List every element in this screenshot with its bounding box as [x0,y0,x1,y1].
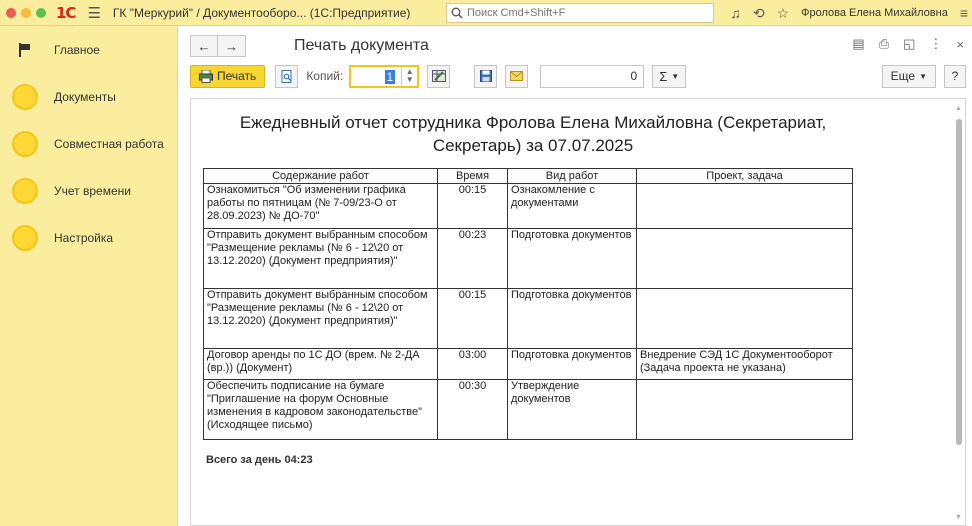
sidebar-item-collaboration[interactable] [0,120,177,167]
bell-icon[interactable]: ♫ [730,5,741,21]
column-header: Время [438,169,508,184]
table-row[interactable] [204,380,853,440]
sidebar-item-main[interactable] [0,26,177,73]
work-kind: Подготовка документов [508,289,637,349]
table-row[interactable] [204,184,853,229]
report-table [203,168,853,440]
app-logo: 1С [56,3,76,22]
preview-icon[interactable]: ◱ [903,36,916,51]
work-project [637,184,853,229]
work-kind: Ознакомление с документами [508,184,637,229]
floppy-icon [480,70,492,82]
work-content: Отправить документ выбранным способом "Размещение рекламы (№ 6 - 12\20 от 13.12.2020) (Документ предприятия)" [204,289,438,349]
work-kind: Подготовка документов [508,349,637,380]
printer-icon [199,70,213,83]
chevron-down-icon: ▼ [919,71,927,81]
window-controls [6,8,46,18]
sidebar-item-settings[interactable] [0,214,177,261]
sum-type-dropdown[interactable] [652,65,686,88]
global-search[interactable] [446,3,714,23]
work-content: Отправить документ выбранным способом "Размещение рекламы (№ 6 - 12\20 от 13.12.2020) (Документ предприятия)" [204,229,438,289]
printer-icon[interactable]: ⎙ [878,36,890,51]
edit-table-icon [432,70,446,82]
user-name[interactable]: Фролова Елена Михайловна [801,7,948,19]
copies-field[interactable] [349,65,419,88]
toolbar [190,64,966,88]
table-header-row [204,169,853,184]
column-header: Проект, задача [637,169,853,184]
column-header: Вид работ [508,169,637,184]
work-kind: Утверждение документов [508,380,637,440]
copies-value[interactable]: 1 [386,69,394,84]
sidebar-item-label: Документы [54,89,116,104]
work-content: Обеспечить подписание на бумаге "Приглашение на форум Основные изменения в кадровом законодательстве" (Исходящее письмо) [204,380,438,440]
table-row[interactable] [204,349,853,380]
page-title: Печать документа [294,37,429,54]
column-header: Содержание работ [204,169,438,184]
titlebar-actions [730,0,968,26]
table-row[interactable] [204,229,853,289]
scroll-up-icon[interactable]: ▲ [955,105,962,112]
sum-field[interactable]: 0 [540,65,644,88]
star-icon[interactable]: ☆ [776,4,790,21]
table-row[interactable] [204,289,853,349]
minimize-window-button[interactable] [21,8,31,18]
search-icon [451,7,463,19]
close-window-button[interactable] [6,8,16,18]
search-input[interactable] [467,7,687,19]
work-time: 00:30 [438,380,508,440]
help-button[interactable]: ? [944,65,966,88]
back-button[interactable]: ← [190,35,218,57]
maximize-window-button[interactable] [36,8,46,18]
sidebar-item-label: Учет времени [54,183,131,198]
report-title [203,111,863,157]
print-button[interactable] [190,65,265,88]
scrollbar-thumb[interactable] [956,119,962,445]
forward-button[interactable]: → [218,35,246,57]
work-project [637,289,853,349]
history-icon[interactable]: ⟲ [752,4,765,21]
app-title: ГК "Меркурий" / Документооборо... (1С:Предприятие) [112,5,411,20]
sidebar-item-label: Главное [54,42,100,57]
sidebar-item-documents[interactable] [0,73,177,120]
report-title-line2: Секретарь) за 07.07.2025 [432,136,634,155]
work-kind: Подготовка документов [508,229,637,289]
more-button[interactable] [882,65,936,88]
sidebar-item-time-tracking[interactable] [0,167,177,214]
main-panel [178,26,972,526]
work-time: 00:15 [438,289,508,349]
close-icon[interactable]: × [956,36,964,52]
work-project: Внедрение СЭД 1С Документооборот (Задача проекта не указана) [637,349,853,380]
stepper-up-icon[interactable]: ▲ [405,67,414,76]
print-label: Печать [217,69,257,83]
save-icon[interactable]: ▤ [852,36,865,51]
work-project [637,380,853,440]
menu-icon[interactable]: ☰ [87,4,101,22]
header-row [190,34,429,58]
envelope-icon [510,71,523,81]
sidebar [0,26,178,526]
edit-mode-button[interactable] [427,65,450,88]
sidebar-item-label: Настройка [54,230,114,245]
work-time: 03:00 [438,349,508,380]
work-content: Ознакомиться "Об изменении графика работы по пятницам (№ 7-09/23-О от 28.09.2023) № ДО-70" [204,184,438,229]
sigma-icon: Σ [659,68,668,84]
work-time: 00:23 [438,229,508,289]
copies-stepper[interactable] [401,67,417,86]
work-time: 00:15 [438,184,508,229]
title-bar [0,0,972,26]
stepper-down-icon[interactable]: ▼ [405,75,414,84]
preview-button[interactable] [275,65,298,88]
circle-icon [12,84,38,110]
copies-label: Копий: [306,69,344,83]
more-label: Еще [890,69,916,83]
circle-icon [12,225,38,251]
vertical-scrollbar[interactable] [955,105,963,521]
chevron-down-icon: ▼ [671,71,680,81]
day-total: Всего за день 04:23 [206,454,313,466]
send-email-button[interactable] [505,65,528,88]
sidebar-item-label: Совместная работа [54,136,164,151]
circle-icon [12,131,38,157]
scroll-down-icon[interactable]: ▼ [955,514,962,521]
report-title-line1: Ежедневный отчет сотрудника Фролова Елена Михайловна (Секретариат, [239,113,827,132]
more-vertical-icon[interactable]: ⋮ [929,36,943,51]
page-preview-icon [281,70,293,83]
header-actions [852,36,964,52]
report-document[interactable] [190,98,966,526]
circle-icon [12,178,38,204]
work-content: Договор аренды по 1С ДО (врем. № 2-ДА (вр.)) (Документ) [204,349,438,380]
save-button[interactable] [474,65,497,88]
flag-icon [12,37,38,63]
work-project [637,229,853,289]
settings-menu-icon[interactable]: ≡ [959,5,968,21]
